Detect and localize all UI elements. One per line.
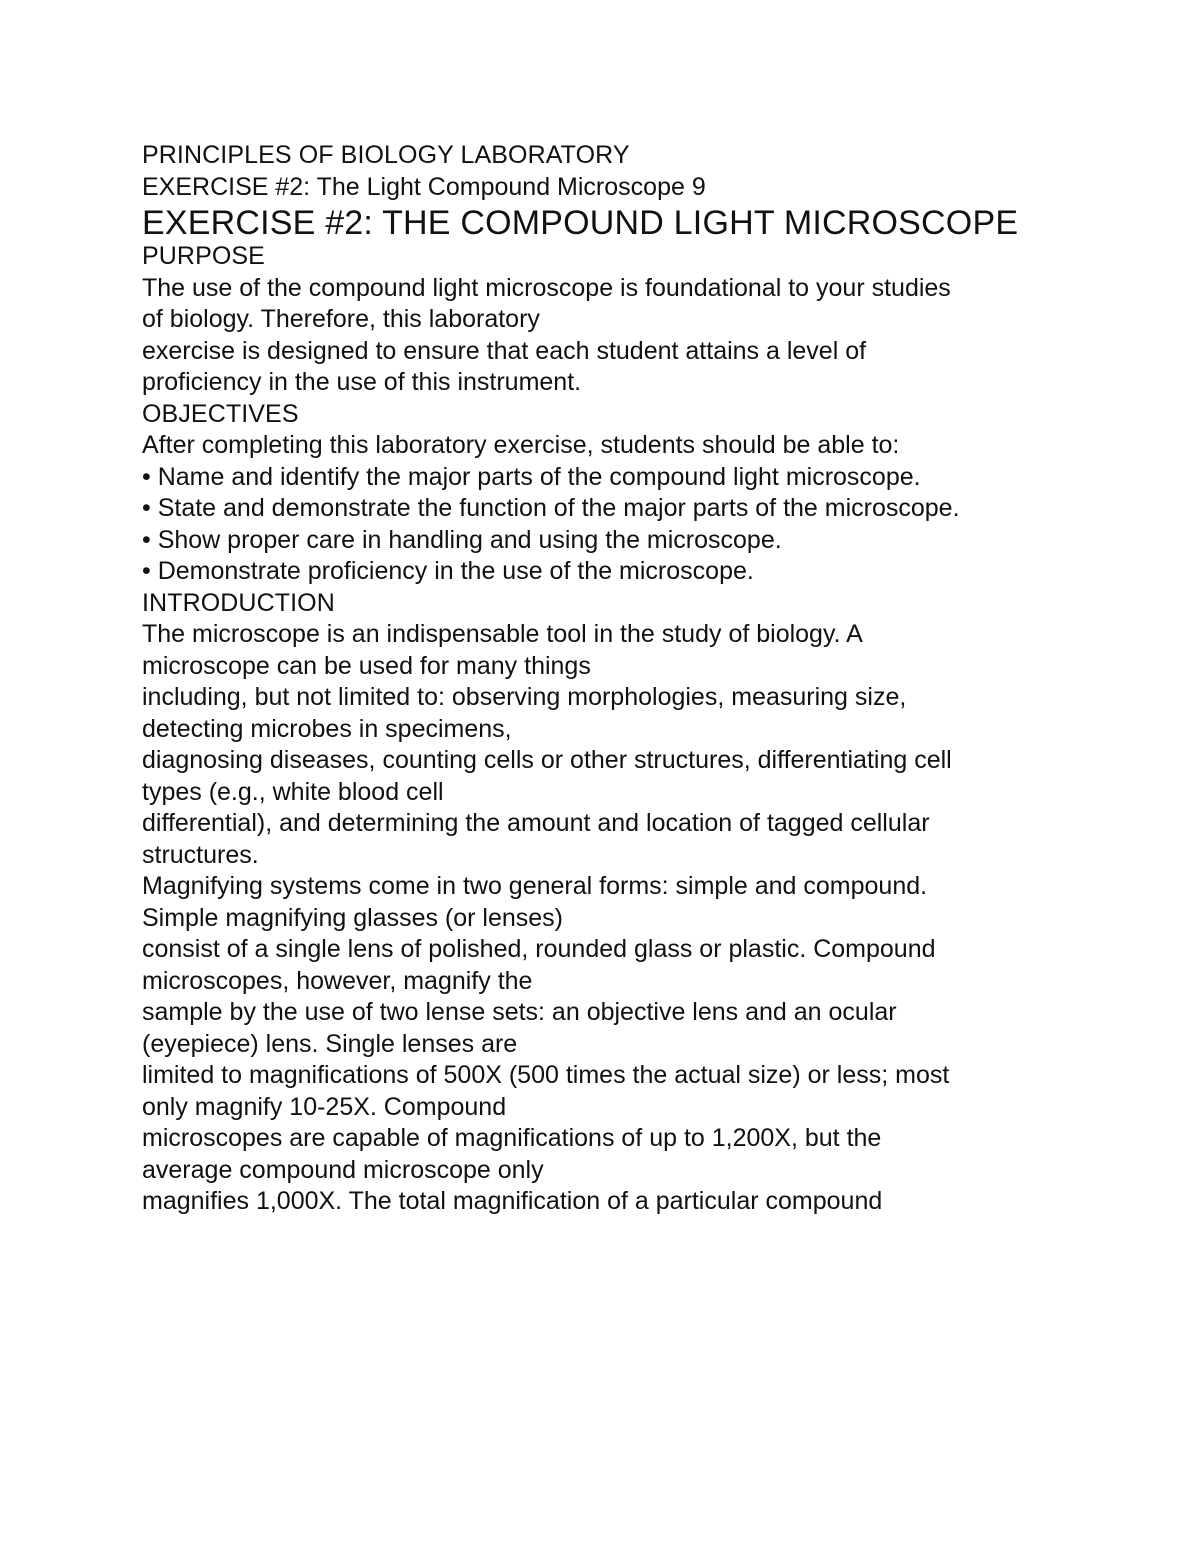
introduction-line: magnifies 1,000X. The total magnification of a particular compound: [142, 1187, 883, 1215]
purpose-line: exercise is designed to ensure that each student attains a level of: [142, 336, 867, 365]
introduction-line: Simple magnifying glasses (or lenses): [142, 903, 564, 932]
purpose-line: proficiency in the use of this instrument.: [142, 368, 582, 396]
introduction-line: diagnosing diseases, counting cells or other structures, differentiating cell: [142, 746, 952, 774]
objectives-intro: After completing this laboratory exercise, students should be able to:: [142, 431, 900, 459]
introduction-line: The microscope is an indispensable tool in the study of biology. A: [142, 620, 863, 648]
introduction-line: types (e.g., white blood cell: [142, 777, 444, 806]
introduction-line: microscopes are capable of magnifications of up to 1,200X, but the: [142, 1124, 882, 1152]
introduction-line: average compound microscope only: [142, 1155, 544, 1184]
introduction-line: sample by the use of two lense sets: an objective lens and an ocular: [142, 998, 897, 1026]
introduction-heading: INTRODUCTION: [142, 588, 335, 617]
objectives-list: [142, 462, 1062, 588]
introduction-line: only magnify 10-25X. Compound: [142, 1092, 507, 1121]
introduction-line: differential), and determining the amount and location of tagged cellular: [142, 809, 930, 837]
introduction-line: microscope can be used for many things: [142, 651, 591, 680]
introduction-line: (eyepiece) lens. Single lenses are: [142, 1029, 518, 1058]
introduction-line: consist of a single lens of polished, rounded glass or plastic. Compound: [142, 935, 936, 963]
purpose-heading: PURPOSE: [142, 242, 265, 270]
course-header: PRINCIPLES OF BIOLOGY LABORATORY: [142, 141, 630, 169]
introduction-line: limited to magnifications of 500X (500 times the actual size) or less; most: [142, 1061, 950, 1089]
introduction-line: detecting microbes in specimens,: [142, 714, 512, 743]
introduction-paragraph: [142, 619, 1062, 1218]
document-page: [142, 140, 1062, 1218]
objective-item: • Name and identify the major parts of the compound light microscope.: [142, 462, 921, 491]
purpose-line: The use of the compound light microscope is foundational to your studies: [142, 273, 951, 302]
introduction-line: including, but not limited to: observing morphologies, measuring size,: [142, 683, 907, 711]
introduction-line: microscopes, however, magnify the: [142, 966, 533, 995]
objective-item: • Demonstrate proficiency in the use of the microscope.: [142, 557, 754, 585]
purpose-line: of biology. Therefore, this laboratory: [142, 305, 540, 333]
purpose-paragraph: [142, 273, 1062, 399]
objectives-heading: OBJECTIVES: [142, 399, 299, 428]
objective-item: • Show proper care in handling and using the microscope.: [142, 525, 782, 554]
introduction-line: Magnifying systems come in two general forms: simple and compound.: [142, 872, 928, 900]
introduction-line: structures.: [142, 840, 259, 869]
objective-item: • State and demonstrate the function of the major parts of the microscope.: [142, 494, 960, 522]
page-title: EXERCISE #2: THE COMPOUND LIGHT MICROSCOPE: [142, 204, 1019, 242]
running-title: EXERCISE #2: The Light Compound Microscope 9: [142, 172, 706, 201]
